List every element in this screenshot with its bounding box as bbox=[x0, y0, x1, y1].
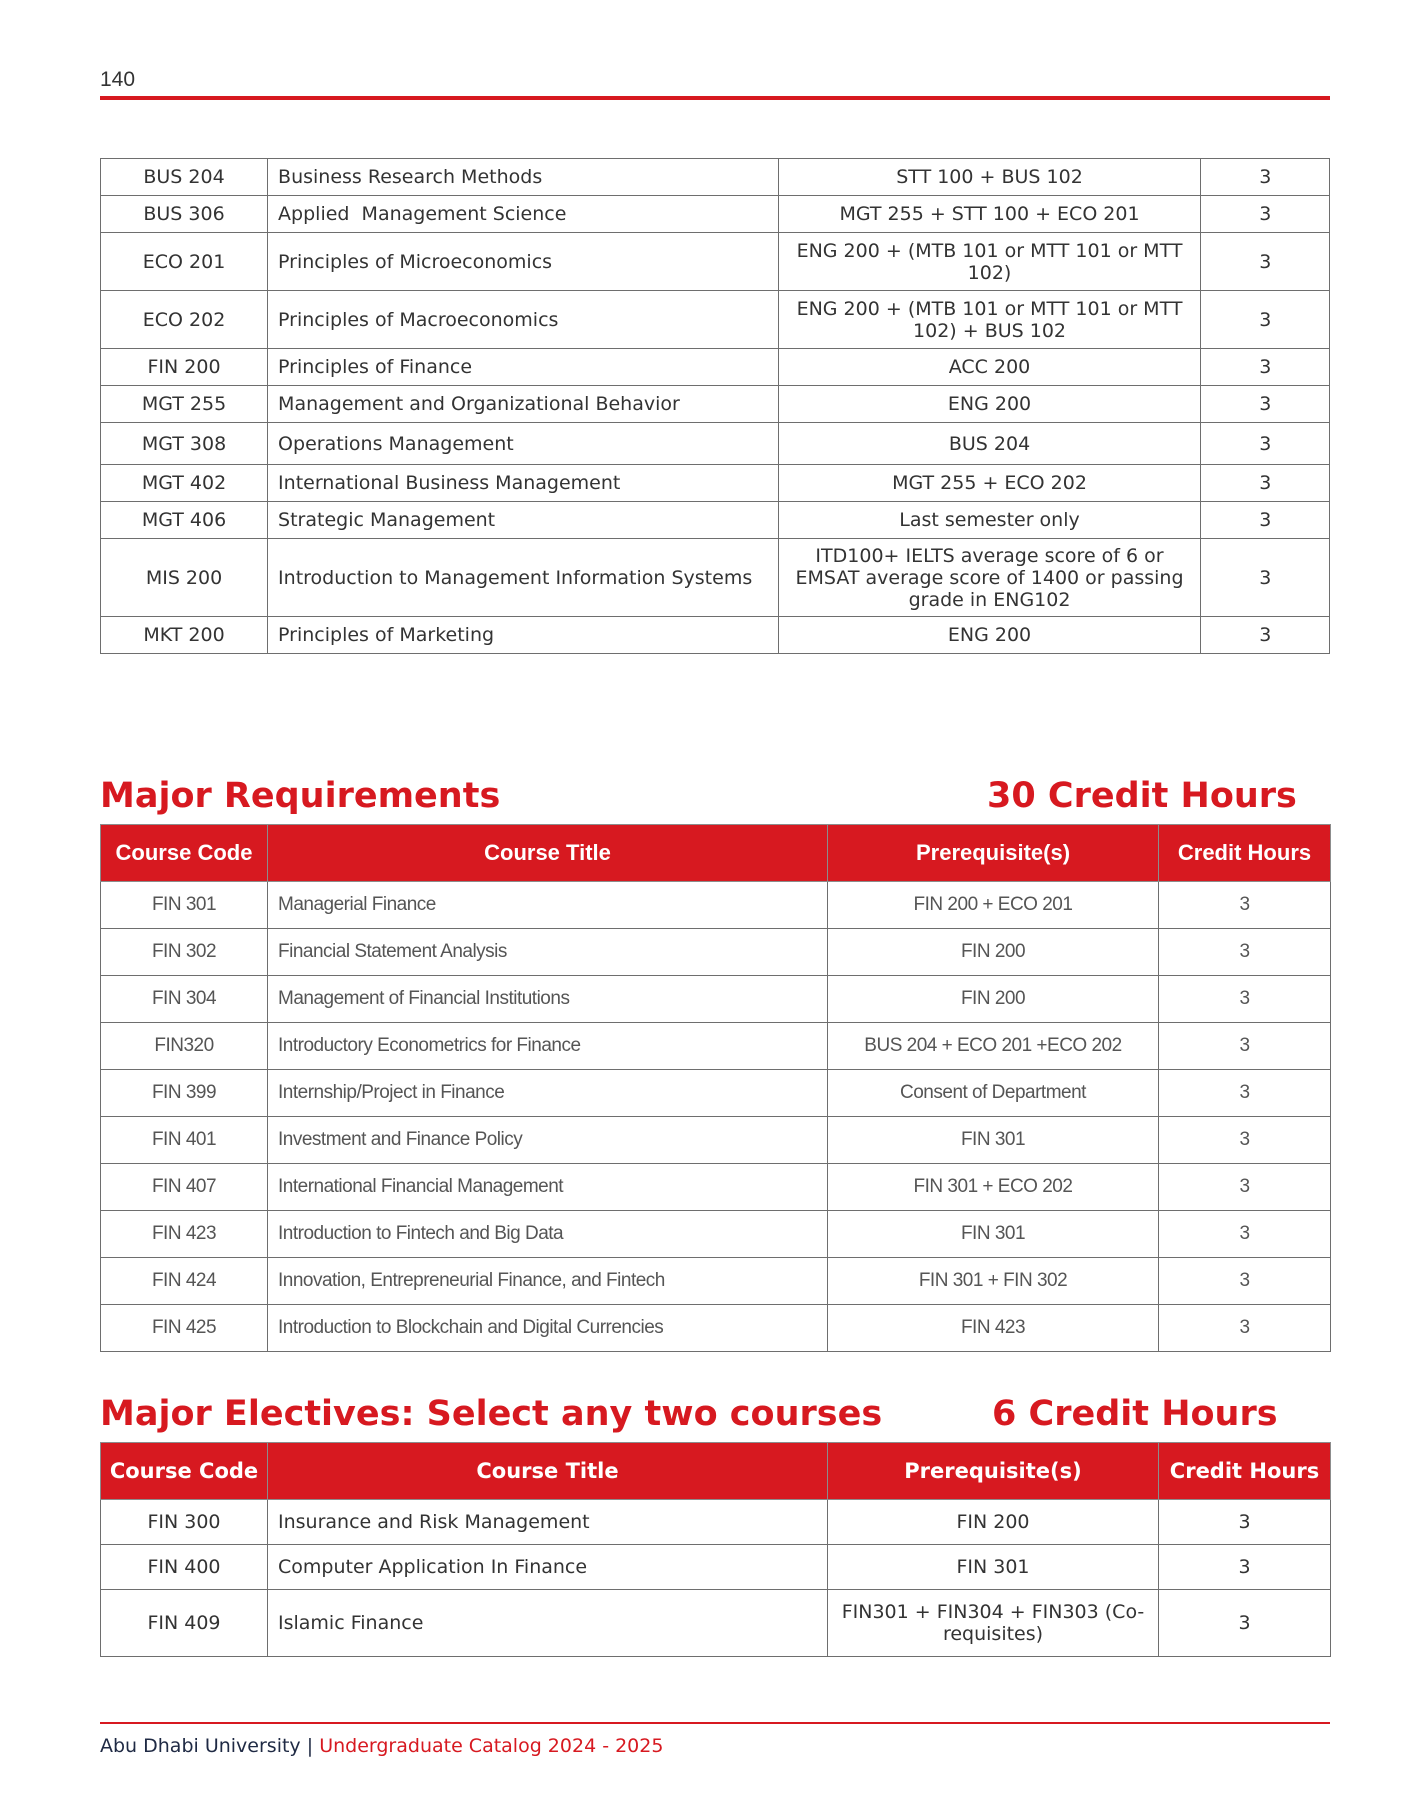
course-title: Principles of Microeconomics bbox=[268, 233, 779, 291]
course-prereq: FIN 301 bbox=[828, 1211, 1159, 1258]
course-code: FIN 423 bbox=[101, 1211, 268, 1258]
course-prereq: MGT 255 + STT 100 + ECO 201 bbox=[778, 196, 1201, 233]
course-prereq: BUS 204 bbox=[778, 423, 1201, 465]
course-credits: 3 bbox=[1201, 291, 1330, 349]
header-course-code: Course Code bbox=[101, 1443, 268, 1500]
course-prereq: BUS 204 + ECO 201 +ECO 202 bbox=[828, 1023, 1159, 1070]
course-prereq: ENG 200 + (MTB 101 or MTT 101 or MTT 102) bbox=[778, 233, 1201, 291]
course-credits: 3 bbox=[1201, 617, 1330, 654]
course-title: Introduction to Fintech and Big Data bbox=[268, 1211, 828, 1258]
course-prereq: Last semester only bbox=[778, 502, 1201, 539]
table-row bbox=[101, 1305, 1331, 1352]
course-code: FIN 409 bbox=[101, 1590, 268, 1657]
table-row bbox=[101, 196, 1330, 233]
course-prereq: FIN 200 bbox=[828, 976, 1159, 1023]
header-course-code: Course Code bbox=[101, 825, 268, 882]
course-credits: 3 bbox=[1159, 1545, 1331, 1590]
course-credits: 3 bbox=[1159, 1211, 1331, 1258]
course-title: Innovation, Entrepreneurial Finance, and Fintech bbox=[268, 1258, 828, 1305]
course-prereq: FIN 200 + ECO 201 bbox=[828, 882, 1159, 929]
course-prereq: ENG 200 + (MTB 101 or MTT 101 or MTT 102) + BUS 102 bbox=[778, 291, 1201, 349]
major-electives-title: Major Electives: Select any two courses bbox=[100, 1394, 883, 1434]
major-requirements-title: Major Requirements bbox=[100, 776, 501, 816]
footer-catalog: Undergraduate Catalog 2024 - 2025 bbox=[319, 1735, 664, 1757]
table-row bbox=[101, 502, 1330, 539]
table-row bbox=[101, 233, 1330, 291]
course-credits: 3 bbox=[1201, 233, 1330, 291]
course-title: Introduction to Management Information Systems bbox=[268, 539, 779, 617]
course-code: ECO 202 bbox=[101, 291, 268, 349]
course-prereq: ENG 200 bbox=[778, 617, 1201, 654]
course-title: International Financial Management bbox=[268, 1164, 828, 1211]
course-credits: 3 bbox=[1159, 1500, 1331, 1545]
course-credits: 3 bbox=[1159, 929, 1331, 976]
course-code: MGT 406 bbox=[101, 502, 268, 539]
course-prereq: STT 100 + BUS 102 bbox=[778, 159, 1201, 196]
course-code: FIN 401 bbox=[101, 1117, 268, 1164]
course-prereq: MGT 255 + ECO 202 bbox=[778, 465, 1201, 502]
course-credits: 3 bbox=[1201, 196, 1330, 233]
course-credits: 3 bbox=[1159, 1070, 1331, 1117]
course-code: MGT 402 bbox=[101, 465, 268, 502]
course-code: ECO 201 bbox=[101, 233, 268, 291]
course-prereq: FIN 301 + ECO 202 bbox=[828, 1164, 1159, 1211]
table-row bbox=[101, 465, 1330, 502]
course-credits: 3 bbox=[1159, 1590, 1331, 1657]
course-code: FIN 424 bbox=[101, 1258, 268, 1305]
header-prerequisites: Prerequisite(s) bbox=[828, 1443, 1159, 1500]
course-title: Computer Application In Finance bbox=[268, 1545, 828, 1590]
page-footer bbox=[100, 1735, 663, 1757]
course-title: Operations Management bbox=[268, 423, 779, 465]
course-title: Insurance and Risk Management bbox=[268, 1500, 828, 1545]
table-row bbox=[101, 1258, 1331, 1305]
course-title: Islamic Finance bbox=[268, 1590, 828, 1657]
course-code: FIN320 bbox=[101, 1023, 268, 1070]
course-prereq: FIN301 + FIN304 + FIN303 (Co-requisites) bbox=[828, 1590, 1159, 1657]
table-row bbox=[101, 423, 1330, 465]
table-header-row bbox=[101, 825, 1331, 882]
major-requirements-table bbox=[100, 824, 1331, 1352]
course-code: FIN 304 bbox=[101, 976, 268, 1023]
course-credits: 3 bbox=[1201, 502, 1330, 539]
course-credits: 3 bbox=[1159, 1164, 1331, 1211]
course-code: FIN 407 bbox=[101, 1164, 268, 1211]
course-title: Managerial Finance bbox=[268, 882, 828, 929]
course-code: FIN 425 bbox=[101, 1305, 268, 1352]
course-code: MGT 255 bbox=[101, 386, 268, 423]
table-row bbox=[101, 1590, 1331, 1657]
course-title: Business Research Methods bbox=[268, 159, 779, 196]
table-row bbox=[101, 1070, 1331, 1117]
table-row bbox=[101, 539, 1330, 617]
header-course-title: Course Title bbox=[268, 1443, 828, 1500]
header-credit-hours: Credit Hours bbox=[1159, 825, 1331, 882]
course-code: FIN 302 bbox=[101, 929, 268, 976]
header-course-title: Course Title bbox=[268, 825, 828, 882]
course-credits: 3 bbox=[1159, 1305, 1331, 1352]
table-row bbox=[101, 929, 1331, 976]
course-title: Principles of Finance bbox=[268, 349, 779, 386]
course-title: Introductory Econometrics for Finance bbox=[268, 1023, 828, 1070]
course-title: Applied Management Science bbox=[268, 196, 779, 233]
table-row bbox=[101, 976, 1331, 1023]
course-code: FIN 399 bbox=[101, 1070, 268, 1117]
course-code: FIN 300 bbox=[101, 1500, 268, 1545]
course-title: Introduction to Blockchain and Digital Currencies bbox=[268, 1305, 828, 1352]
course-prereq: Consent of Department bbox=[828, 1070, 1159, 1117]
footer-university: Abu Dhabi University bbox=[100, 1735, 301, 1757]
course-prereq: FIN 200 bbox=[828, 1500, 1159, 1545]
course-credits: 3 bbox=[1201, 465, 1330, 502]
course-credits: 3 bbox=[1201, 386, 1330, 423]
course-code: FIN 400 bbox=[101, 1545, 268, 1590]
major-electives-credits: 6 Credit Hours bbox=[992, 1394, 1278, 1434]
course-title: Principles of Macroeconomics bbox=[268, 291, 779, 349]
table-row bbox=[101, 1500, 1331, 1545]
table-row bbox=[101, 291, 1330, 349]
course-title: Strategic Management bbox=[268, 502, 779, 539]
course-credits: 3 bbox=[1201, 159, 1330, 196]
course-prereq: FIN 301 + FIN 302 bbox=[828, 1258, 1159, 1305]
course-code: BUS 306 bbox=[101, 196, 268, 233]
table-row bbox=[101, 349, 1330, 386]
course-code: BUS 204 bbox=[101, 159, 268, 196]
course-prereq: ACC 200 bbox=[778, 349, 1201, 386]
course-credits: 3 bbox=[1159, 976, 1331, 1023]
course-prereq: ENG 200 bbox=[778, 386, 1201, 423]
header-divider bbox=[100, 96, 1330, 100]
course-code: MKT 200 bbox=[101, 617, 268, 654]
course-title: Investment and Finance Policy bbox=[268, 1117, 828, 1164]
table-row bbox=[101, 617, 1330, 654]
course-code: MIS 200 bbox=[101, 539, 268, 617]
course-prereq: FIN 423 bbox=[828, 1305, 1159, 1352]
page-number: 140 bbox=[100, 68, 136, 91]
table-row bbox=[101, 386, 1330, 423]
course-title: Management and Organizational Behavior bbox=[268, 386, 779, 423]
course-credits: 3 bbox=[1201, 349, 1330, 386]
course-prereq: FIN 200 bbox=[828, 929, 1159, 976]
course-title: International Business Management bbox=[268, 465, 779, 502]
course-credits: 3 bbox=[1159, 1023, 1331, 1070]
major-requirements-credits: 30 Credit Hours bbox=[987, 776, 1297, 816]
header-credit-hours: Credit Hours bbox=[1159, 1443, 1331, 1500]
course-credits: 3 bbox=[1159, 1117, 1331, 1164]
core-courses-table bbox=[100, 158, 1330, 654]
header-prerequisites: Prerequisite(s) bbox=[828, 825, 1159, 882]
course-prereq: ITD100+ IELTS average score of 6 or EMSAT average score of 1400 or passing grade in ENG102 bbox=[778, 539, 1201, 617]
table-row bbox=[101, 1545, 1331, 1590]
table-row bbox=[101, 1117, 1331, 1164]
footer-separator: | bbox=[306, 1735, 314, 1757]
course-title: Management of Financial Institutions bbox=[268, 976, 828, 1023]
table-row bbox=[101, 1023, 1331, 1070]
course-credits: 3 bbox=[1159, 882, 1331, 929]
table-row bbox=[101, 1211, 1331, 1258]
course-title: Financial Statement Analysis bbox=[268, 929, 828, 976]
table-row bbox=[101, 1164, 1331, 1211]
course-credits: 3 bbox=[1159, 1258, 1331, 1305]
course-title: Principles of Marketing bbox=[268, 617, 779, 654]
table-row bbox=[101, 159, 1330, 196]
table-header-row bbox=[101, 1443, 1331, 1500]
course-title: Internship/Project in Finance bbox=[268, 1070, 828, 1117]
course-code: MGT 308 bbox=[101, 423, 268, 465]
course-code: FIN 200 bbox=[101, 349, 268, 386]
course-credits: 3 bbox=[1201, 539, 1330, 617]
major-electives-table bbox=[100, 1442, 1331, 1657]
course-code: FIN 301 bbox=[101, 882, 268, 929]
course-credits: 3 bbox=[1201, 423, 1330, 465]
course-prereq: FIN 301 bbox=[828, 1117, 1159, 1164]
table-row bbox=[101, 882, 1331, 929]
footer-divider bbox=[100, 1722, 1330, 1724]
course-prereq: FIN 301 bbox=[828, 1545, 1159, 1590]
